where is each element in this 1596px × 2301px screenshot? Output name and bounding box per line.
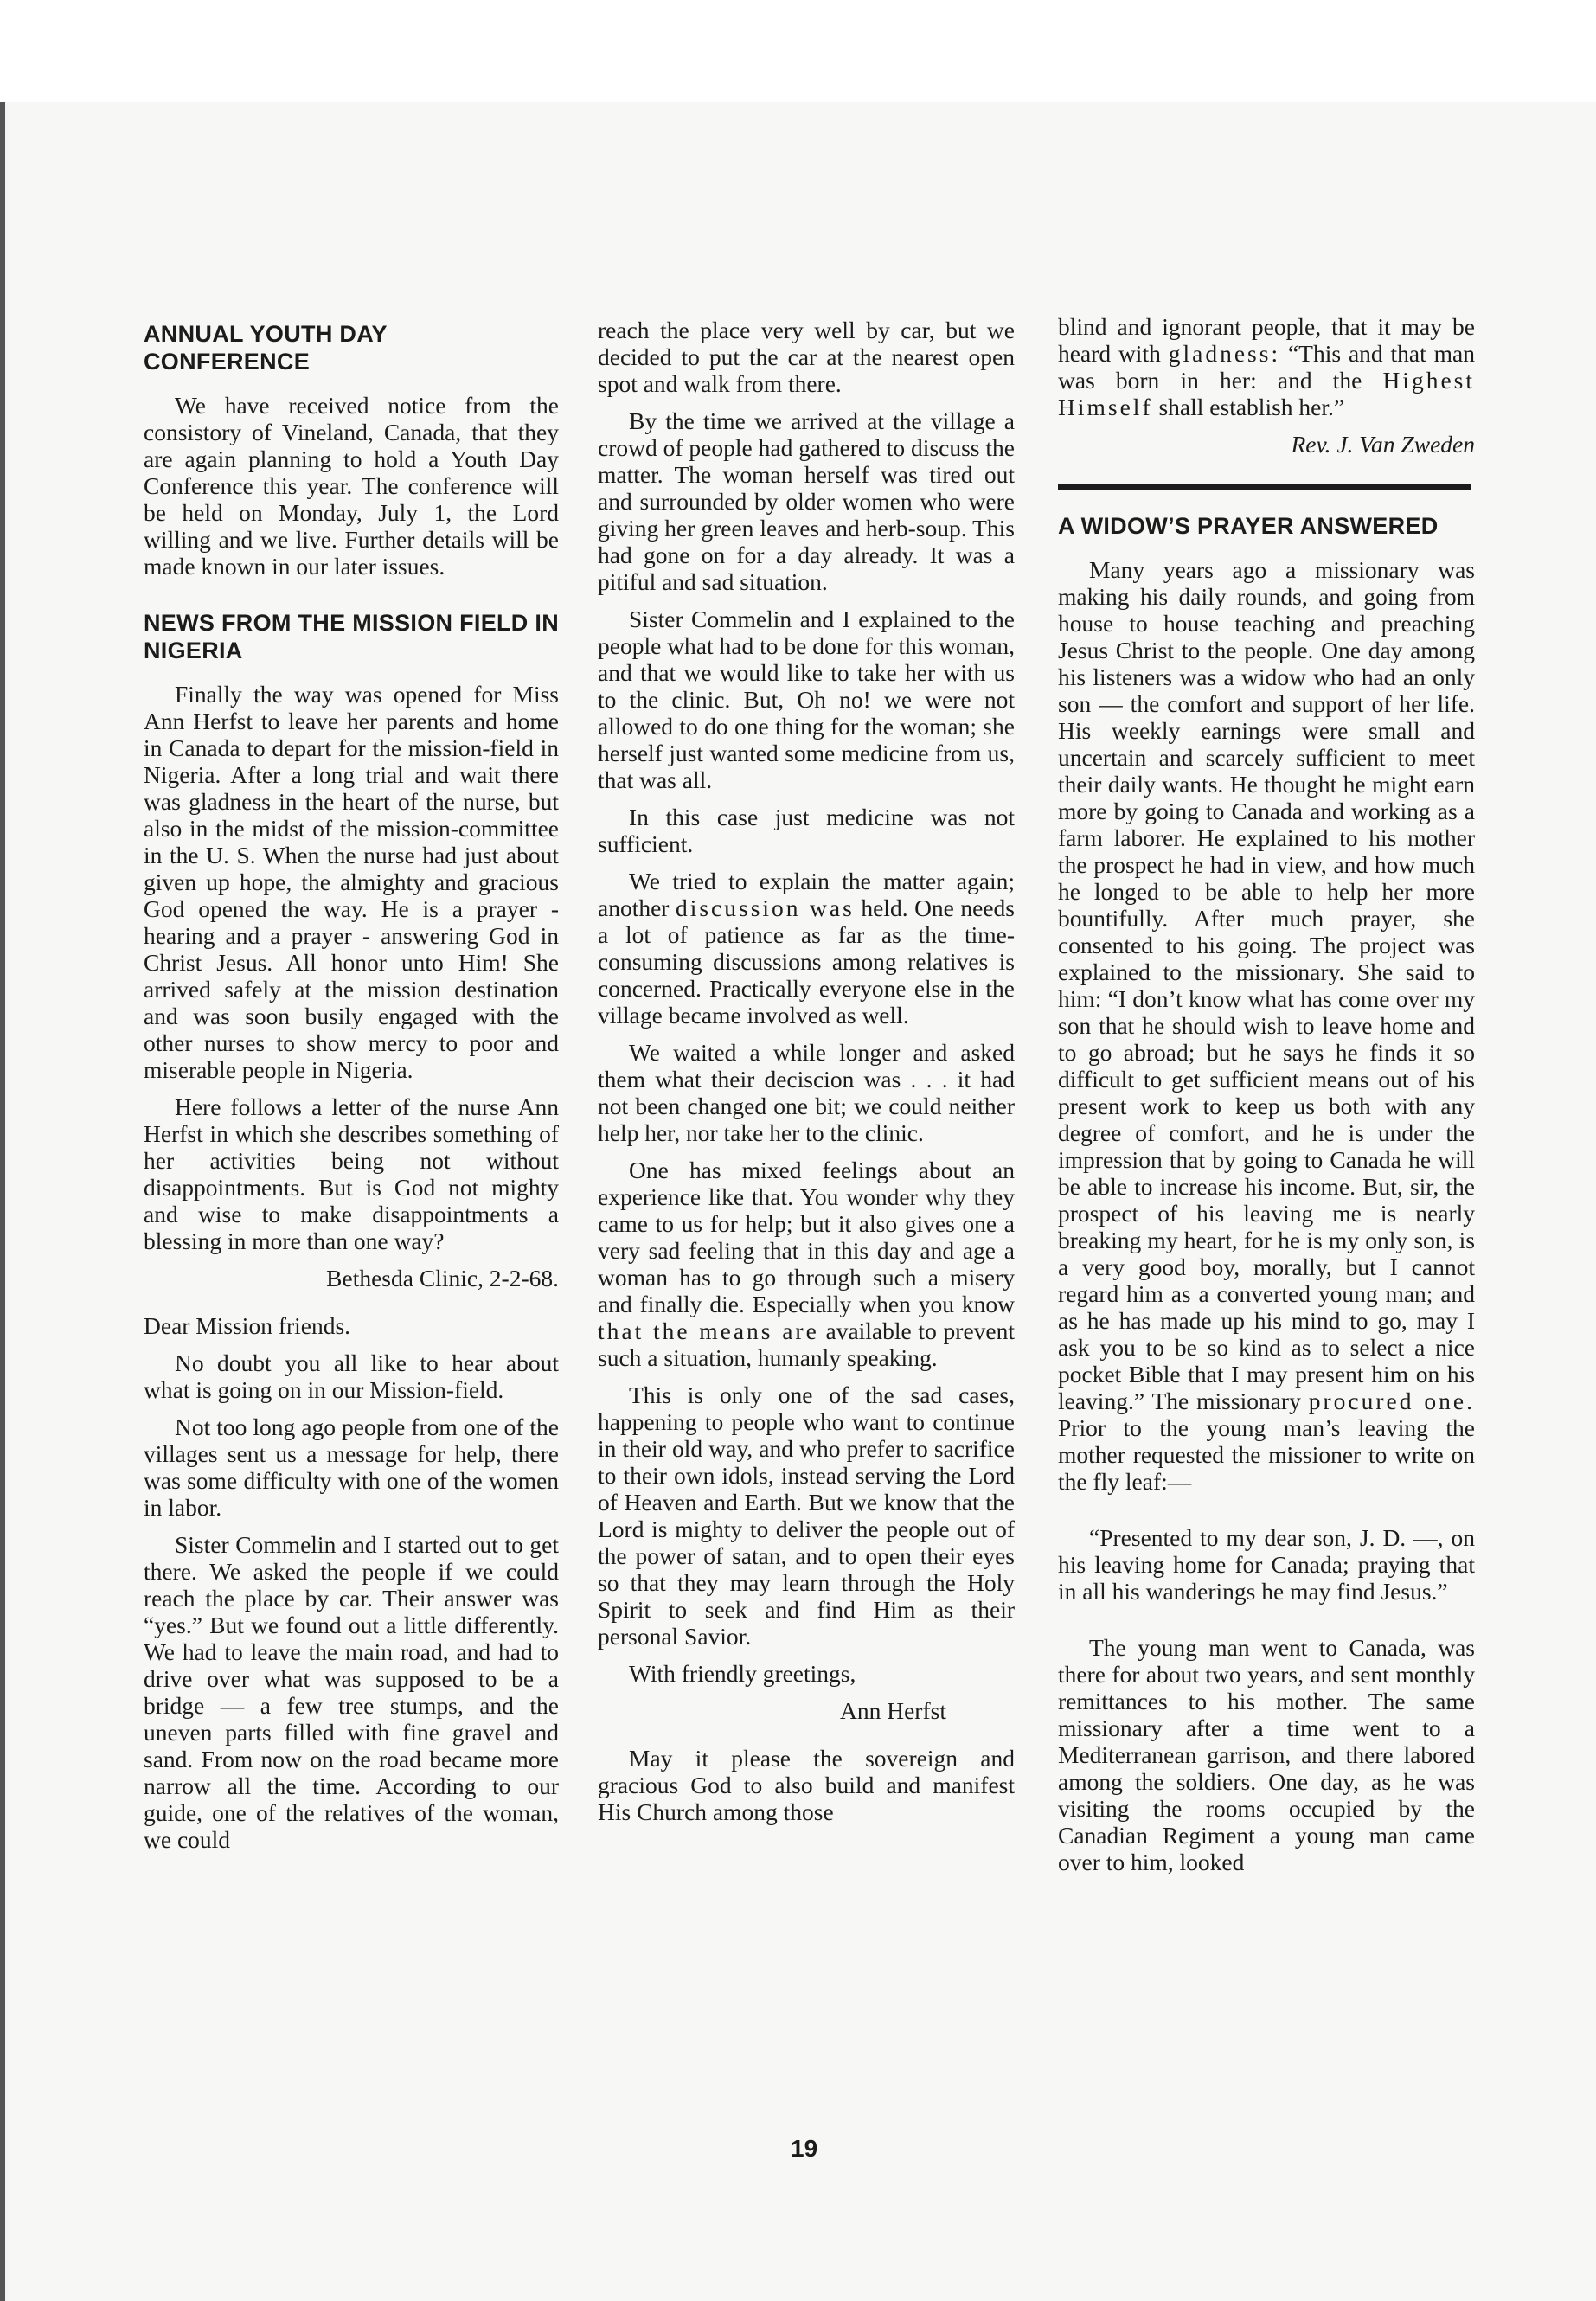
heading-annual-youth-day: ANNUAL YOUTH DAY CONFERENCE	[144, 321, 388, 375]
paragraph: reach the place very well by car, but we decided to put the car at the nearest open spot and walk from there.	[598, 317, 1015, 397]
signature: Ann Herfst	[840, 1697, 946, 1724]
paragraph: By the time we arrived at the village a crowd of people had gathered to discuss the matter. The woman herself was tired out and surrounded by older women who were giving her green leaves and herb-soup. This had gone on for a day already. It was a pitiful and sad situation.	[598, 407, 1015, 595]
section-divider	[1058, 484, 1471, 490]
magazine-page	[7, 102, 1596, 2301]
spaced-text: Highest Himself	[1058, 367, 1475, 420]
paragraph	[598, 1157, 1015, 1371]
spaced-text: that the means are	[598, 1317, 819, 1344]
spaced-text: gladness:	[1168, 340, 1281, 367]
paragraph: Finally the way was opened for Miss Ann Herfst to leave her parents and home in Canada to depart for the mission-field in Nigeria. After a long trial and wait there was gladness in the heart of the nurse, but also in the midst of the mission-committee in the U. S. When the nurse had just about given up hope, the almighty and gracious God opened the way. He is a prayer - hearing and a prayer - answering God in Christ Jesus. All honor unto Him! She arrived safely at the mission destination and was soon busily engaged with the other nurses to show mercy to poor and miserable people in Nigeria.	[144, 681, 559, 1083]
paragraph	[598, 868, 1015, 1029]
text-run: Many years ago a missionary was making his daily rounds, and going from house to house teaching and preaching Jesus Christ to the people. One day among his listeners was a widow who had an only son — the comfort and support of her life. His weekly earnings were small and uncertain and scarcely sufficient to meet their daily wants. He thought he might earn more by going to Canada and working as a farm laborer. He explained to his mother the prospect he had in view, and how much he longed to be able to help her more bountifully. After much prayer, she consented to his going. The project was explained to the missionary. She said to him: “I don’t know what has come over my son that he should wish to leave home and to go abroad; but he says he finds it so difficult to get sufficient means out of his present work to keep us both with any degree of comfort, and he is under the impression that by going to Canada he will be able to increase his income. But, sir, the prospect of his leaving me is nearly breaking my heart, for he is my only son, is a very good boy, morally, but I cannot regard him as a converted young man; and as he has made up his mind to go, may I ask you to be so kind as to select a nice pocket Bible that I may present him on his leaving.” The missionary	[1058, 556, 1475, 1414]
text-run: “This and that man was born in her: and the	[1058, 340, 1475, 394]
paragraph: We have received notice from the consistory of Vineland, Canada, that they are again planning to hold a Youth Day Conference this year. The conference will be held on Monday, July 1, the Lord willing and we live. Further details will be made known in our later issues.	[144, 392, 559, 580]
dateline: Bethesda Clinic, 2-2-68.	[326, 1265, 559, 1292]
paragraph	[1058, 556, 1475, 1495]
quotation: “Presented to my dear son, J. D. —, on his leaving home for Canada; praying that in all his wanderings he may find Jesus.”	[1058, 1524, 1475, 1605]
paragraph: Sister Commelin and I started out to get there. We asked the people if we could reach the place by car. Their answer was “yes.” But we found out a little differently. We had to leave the main road, and had to drive over what was supposed to be a bridge — a few tree stumps, and the uneven parts filled with fine gravel and sand. From now on the road became more narrow all the time. According to our guide, one of the relatives of the woman, we could	[144, 1531, 559, 1853]
column-1	[144, 320, 559, 1863]
paragraph	[1058, 313, 1475, 420]
text-run: available to prevent such a situation, humanly speaking.	[598, 1317, 1015, 1371]
paragraph: Not too long ago people from one of the villages sent us a message for help, there was some difficulty with one of the women in labor.	[144, 1413, 559, 1521]
paragraph: May it please the sovereign and gracious God to also build and manifest His Church among those	[598, 1745, 1015, 1825]
paragraph: Sister Commelin and I explained to the people what had to be done for this woman, and that we would like to take her with us to the clinic. But, Oh no! we were not allowed to do one thing for the woman; she herself just wanted some medicine from us, that was all.	[598, 606, 1015, 793]
text-run: Prior to the young man’s leaving the mother requested the missioner to write on the fly leaf:—	[1058, 1414, 1475, 1495]
scan-edge	[0, 102, 5, 2301]
paragraph: Here follows a letter of the nurse Ann Herfst in which she describes something of her activities being not without disappointments. But is God not mighty and wise to make disappointments a blessing in more than one way?	[144, 1093, 559, 1254]
column-2	[598, 317, 1015, 1836]
text-run: shall establish her.”	[1152, 394, 1345, 420]
paragraph: This is only one of the sad cases, happening to people who want to continue in their old way, and who prefer to sacrifice to their own idols, instead serving the Lord of Heaven and Earth. But we know that the Lord is mighty to deliver the people out of the power of satan, and to open their eyes so that they may learn through the Holy Spirit to seek and find Him as their personal Savior.	[598, 1381, 1015, 1650]
salutation: Dear Mission friends.	[144, 1312, 351, 1339]
text-run: We tried to explain the matter again; another	[598, 868, 1015, 921]
closing: With friendly greetings,	[629, 1660, 856, 1687]
column-3	[1058, 313, 1475, 1886]
byline: Rev. J. Van Zweden	[1291, 431, 1475, 458]
paragraph: The young man went to Canada, was there for about two years, and sent monthly remittances to his mother. The same missionary after a time went to a Mediterranean garrison, and there labored among the soldiers. One day, as he was visiting the rooms occupied by the Canadian Regiment a young man came over to him, looked	[1058, 1634, 1475, 1875]
paragraph: We waited a while longer and asked them what their deciscion was . . . it had not been changed one bit; we could neither help her, nor take her to the clinic.	[598, 1039, 1015, 1146]
spaced-text: procured one.	[1308, 1388, 1476, 1414]
heading-widows-prayer: A WIDOW’S PRAYER ANSWERED	[1058, 513, 1439, 539]
paragraph: No doubt you all like to hear about what is going on in our Mission-field.	[144, 1349, 559, 1403]
text-run: held. One needs a lot of patience as far as the time-consuming discussions among relatives is concerned. Practically everyone else in the village became involved as well.	[598, 894, 1015, 1029]
spaced-text: discussion was	[675, 894, 855, 921]
text-run: blind and ignorant people, that it may be heard with	[1058, 313, 1475, 367]
text-run: One has mixed feelings about an experience like that. You wonder why they came to us for help; but it also gives one a very sad feeling that in this day and age a woman has to go through such a misery and finally die. Especially when you know	[598, 1157, 1015, 1317]
page-number: 19	[791, 2135, 818, 2162]
paragraph: In this case just medicine was not sufficient.	[598, 804, 1015, 857]
heading-mission-news: NEWS FROM THE MISSION FIELD IN NIGERIA	[144, 610, 559, 663]
scan-margin	[0, 0, 1596, 102]
